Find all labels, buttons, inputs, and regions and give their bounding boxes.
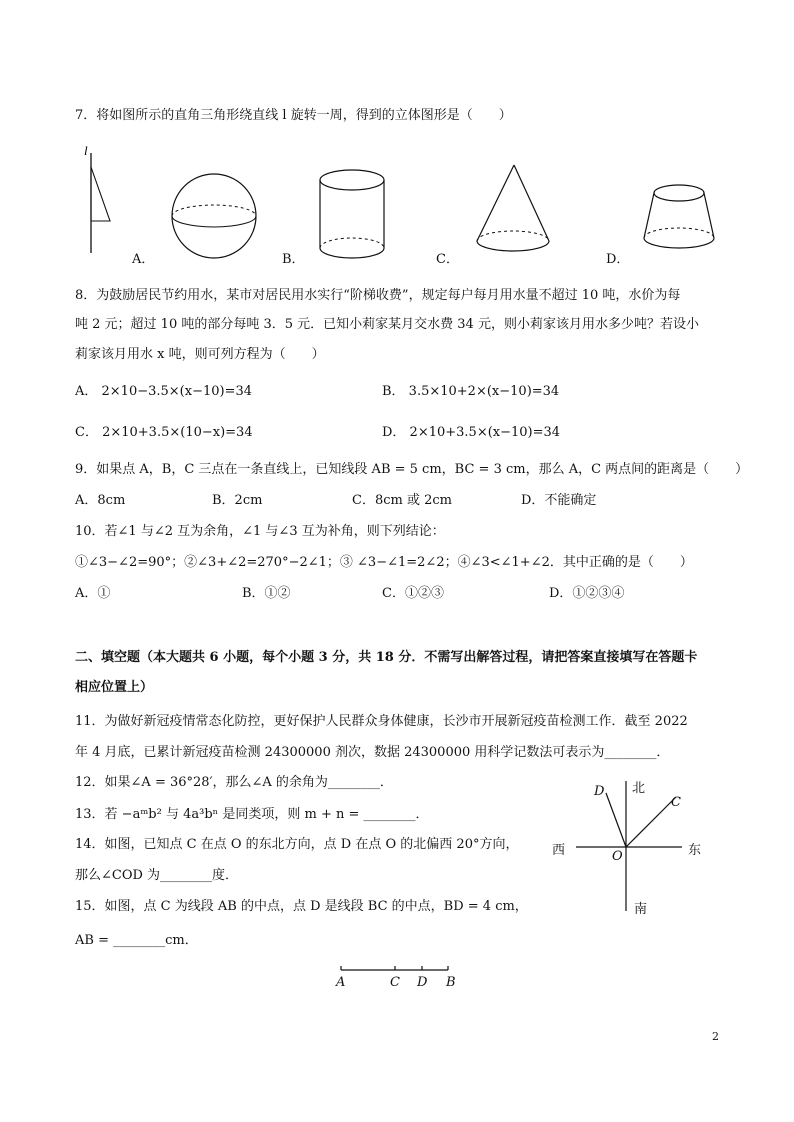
q13-text: 13．若 −aᵐb² 与 4a³bⁿ 是同类项，则 m + n = ________．	[75, 807, 429, 822]
page-number: 2	[712, 1030, 719, 1043]
q8-option-b: B． 3.5×10+2×(x−10)=34	[382, 384, 560, 399]
q8-option-a: A． 2×10−3.5×(x−10)=34	[75, 384, 253, 399]
q8-option-d: D． 2×10+3.5×(x−10)=34	[382, 425, 561, 440]
q9-option-a: A．8cm	[75, 493, 126, 508]
axis-l-label: l	[84, 143, 88, 158]
q15-line-2: AB = ________cm．	[75, 933, 198, 948]
compass-point-c: C	[671, 795, 681, 810]
section-2-heading-cont: 相应位置上）	[75, 680, 154, 695]
q9-text: 9．如果点 A，B，C 三点在一条直线上，已知线段 AB = 5 cm，BC = 3 cm，那么 A，C 两点间的距离是（ ）	[75, 462, 749, 477]
q15-line-1: 15．如图，点 C 为线段 AB 的中点，点 D 是线段 BC 的中点，BD = 4 cm，	[75, 899, 528, 914]
segment-point-b: B	[446, 975, 456, 990]
cylinder-figure	[318, 168, 390, 260]
q7-option-a: A．	[132, 252, 155, 267]
q11-line-2: 年 4 月底，已累计新冠疫苗检测 24300000 剂次，数据 24300000 用科学记数法可表示为________．	[75, 745, 670, 760]
segment-point-c: C	[390, 975, 400, 990]
q9-option-d: D．不能确定	[521, 493, 597, 508]
sphere-figure	[170, 172, 260, 260]
section-2-heading: 二、填空题（本大题共 6 小题，每个小题 3 分，共 18 分．不需写出解答过程，请把答案直接填写在答题卡	[75, 650, 698, 665]
q14-line-1: 14．如图，已知点 C 在点 O 的东北方向，点 D 在点 O 的北偏西 20°方向，	[75, 837, 519, 852]
cone-figure	[474, 163, 554, 258]
q11-line-1: 11．为做好新冠疫情常态化防控，更好保护人民群众身体健康，长沙市开展新冠疫苗检测工作．截至 2022	[75, 714, 688, 729]
compass-east-label: 东	[688, 843, 702, 858]
q10-line-1: 10．若∠1 与∠2 互为余角，∠1 与∠3 互为补角，则下列结论：	[75, 524, 445, 539]
q7-option-d: D．	[606, 252, 630, 267]
q8-line-2: 吨 2 元；超过 10 吨的部分每吨 3．5 元．已知小莉家某月交水费 34 元，则小莉家该月用水多少吨？若设小	[75, 317, 699, 332]
q8-line-3: 莉家该月用水 x 吨，则可列方程为（ ）	[75, 347, 325, 362]
q7-option-c: C．	[436, 252, 459, 267]
compass-point-d: D	[594, 784, 605, 799]
compass-north-label: 北	[632, 781, 646, 796]
q7-option-b: B．	[282, 252, 305, 267]
q9-option-c: C．8cm 或 2cm	[352, 493, 452, 508]
compass-point-o: O	[612, 849, 623, 864]
frustum-figure	[640, 180, 720, 256]
compass-south-label: 南	[634, 902, 648, 917]
segment-point-d: D	[417, 975, 428, 990]
q14-line-2: 那么∠COD 为________度．	[75, 868, 239, 883]
q10-line-2: ①∠3−∠2=90°；②∠3+∠2=270°−2∠1；③ ∠3−∠1=2∠2；④∠3<∠1+∠2．其中正确的是（ ）	[75, 555, 693, 570]
q10-option-c: C．①②③	[382, 586, 444, 601]
q10-option-d: D．①②③④	[549, 586, 625, 601]
q9-option-b: B．2cm	[212, 493, 263, 508]
compass-west-label: 西	[552, 843, 566, 858]
q8-option-c: C． 2×10+3.5×(10−x)=34	[75, 425, 253, 440]
q8-line-1: 8．为鼓励居民节约用水，某市对居民用水实行“阶梯收费”，规定每户每月用水量不超过 10 吨，水价为每	[75, 288, 681, 303]
segment-point-a: A	[336, 975, 346, 990]
q12-text: 12．如果∠A = 36°28′，那么∠A 的余角为________．	[75, 775, 393, 790]
q10-option-a: A．①	[75, 586, 111, 601]
q7-text: 7．将如图所示的直角三角形绕直线 l 旋转一周，得到的立体图形是（ ）	[75, 108, 512, 123]
q10-option-b: B．①②	[242, 586, 291, 601]
q7-triangle-figure	[80, 145, 120, 255]
